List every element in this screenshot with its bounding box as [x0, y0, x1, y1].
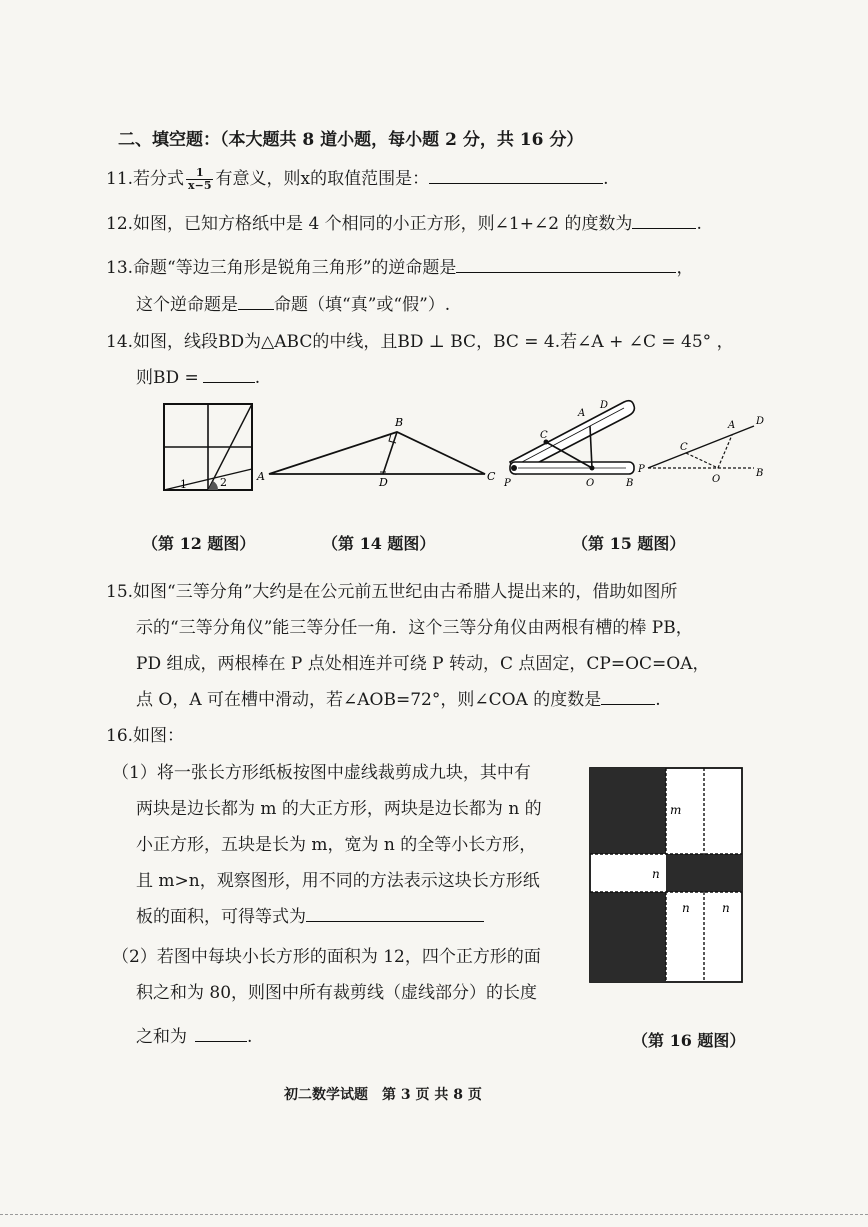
answer-blank[interactable]: [203, 382, 255, 383]
question-text: 点 O，A 可在槽中滑动，若∠AOB=72°，则∠COA 的度数是: [136, 690, 602, 710]
instrument-label-b: B: [626, 478, 634, 489]
page-bottom-rule: [0, 1214, 868, 1215]
section-heading: 二、填空题：（本大题共 8 道小题，每小题 2 分，共 16 分）: [118, 130, 584, 150]
vertex-label-d: D: [379, 476, 388, 489]
q16-part1-line5: [136, 905, 484, 929]
diagram-label-a: A: [728, 420, 736, 431]
question-text: 如图，线段BD为△ABC的中线，且BD ⊥ BC，BC = 4.若∠A + ∠C = 45° ，: [133, 332, 734, 352]
diagram-label-c: C: [680, 442, 688, 453]
question-15-line2: 示的“三等分角仪”能三等分任一角．这个三等分角仪由两根有槽的棒 PB，: [136, 618, 693, 638]
question-11: [106, 167, 608, 192]
question-text: 命题（填“真”或“假”）.: [274, 295, 451, 315]
answer-blank[interactable]: [601, 704, 655, 705]
instrument-label-p: P: [504, 478, 511, 489]
punctuation: .: [247, 1027, 253, 1047]
question-text: 如图“三等分角”大约是在公元前五世纪由古希腊人提出来的，借助如图所: [133, 582, 678, 602]
diagram-label-b: B: [756, 468, 764, 479]
figure-14-caption: （第 14 题图）: [322, 534, 436, 553]
punctuation: .: [603, 169, 609, 189]
question-text: 则BD =: [136, 368, 199, 388]
question-text: 板的面积，可得等式为: [136, 907, 306, 927]
question-text: 若分式: [133, 169, 185, 189]
instrument-label-c: C: [540, 430, 548, 441]
figure-15-instrument: [500, 396, 652, 492]
figure-15-caption: （第 15 题图）: [572, 534, 686, 553]
answer-blank[interactable]: [632, 228, 696, 229]
question-15-line3: PD 组成，两根棒在 P 点处相连并可绕 P 转动，C 点固定，CP=OC=OA，: [136, 654, 710, 674]
punctuation: ，: [676, 258, 694, 278]
label-n-middle: n: [652, 867, 660, 881]
label-n-right: n: [722, 901, 730, 915]
question-number: 11.: [106, 169, 134, 189]
question-text: 如图：: [133, 726, 185, 746]
fraction-numerator: 1: [186, 167, 213, 180]
vertex-label-c: C: [487, 470, 496, 483]
figure-14-triangle: [255, 410, 500, 490]
answer-blank[interactable]: [238, 309, 274, 310]
question-14: [106, 330, 734, 354]
fraction: [186, 167, 213, 192]
question-text: 之和为: [136, 1027, 187, 1047]
angle-label-1: 1: [180, 478, 187, 491]
figure-12-grid: [160, 400, 260, 496]
answer-blank[interactable]: [456, 272, 676, 273]
figure-15-diagram: [636, 410, 772, 486]
q16-part2-line1: （2）若图中每块小长方形的面积为 12，四个正方形的面: [112, 947, 541, 967]
q16-part2-line3: [136, 1025, 252, 1049]
question-number: 12.: [106, 214, 134, 234]
question-text: 有意义，则x的取值范围是：: [215, 169, 430, 189]
question-number: 15.: [106, 582, 134, 602]
figure-16-caption: （第 16 题图）: [632, 1031, 746, 1050]
q16-part1-line4: 且 m>n，观察图形，用不同的方法表示这块长方形纸: [136, 871, 540, 891]
vertex-label-a: A: [257, 470, 265, 483]
question-14-line2: [136, 366, 260, 390]
instrument-label-d: D: [600, 400, 609, 411]
label-n-left: n: [682, 901, 690, 915]
q16-part1-line3: 小正方形，五块是长为 m，宽为 n 的全等小长方形，: [136, 835, 537, 855]
q16-part1-line1: （1）将一张长方形纸板按图中虚线裁剪成九块，其中有: [112, 763, 531, 783]
page-footer: 初二数学试题 第 3 页 共 8 页: [284, 1087, 482, 1103]
answer-blank[interactable]: [429, 183, 603, 184]
q16-part1-line2: 两块是边长都为 m 的大正方形，两块是边长都为 n 的: [136, 799, 542, 819]
question-15-line4: [136, 688, 661, 712]
vertex-label-b: B: [395, 416, 404, 429]
question-number: 13.: [106, 258, 134, 278]
punctuation: .: [254, 368, 261, 388]
diagram-label-d: D: [756, 416, 765, 427]
punctuation: .: [655, 690, 661, 710]
question-text: 这个逆命题是: [136, 295, 238, 315]
question-text: 如图，已知方格纸中是 4 个相同的小正方形，则∠1+∠2 的度数为: [133, 214, 633, 234]
q16-part2-line2: 积之和为 80，则图中所有裁剪线（虚线部分）的长度: [136, 983, 538, 1003]
diagram-label-o: O: [712, 474, 721, 485]
question-15: [106, 580, 677, 604]
question-number: 14.: [106, 332, 134, 352]
answer-blank[interactable]: [195, 1041, 247, 1042]
question-13-line2: [136, 293, 450, 317]
question-16: [106, 724, 184, 748]
label-m: m: [670, 803, 682, 817]
punctuation: .: [696, 214, 702, 234]
question-13: [106, 256, 693, 280]
question-number: 16.: [106, 726, 134, 746]
fraction-denominator: x−5: [188, 179, 212, 192]
figure-16-rectangle: [588, 766, 744, 984]
instrument-label-a: A: [578, 408, 586, 419]
question-text: 命题“等边三角形是锐角三角形”的逆命题是: [133, 258, 457, 278]
answer-blank[interactable]: [306, 921, 484, 922]
question-12: [106, 212, 702, 236]
instrument-label-o: O: [586, 478, 595, 489]
diagram-label-p: P: [638, 464, 645, 475]
angle-label-2: 2: [220, 476, 227, 489]
figure-12-caption: （第 12 题图）: [142, 534, 256, 553]
